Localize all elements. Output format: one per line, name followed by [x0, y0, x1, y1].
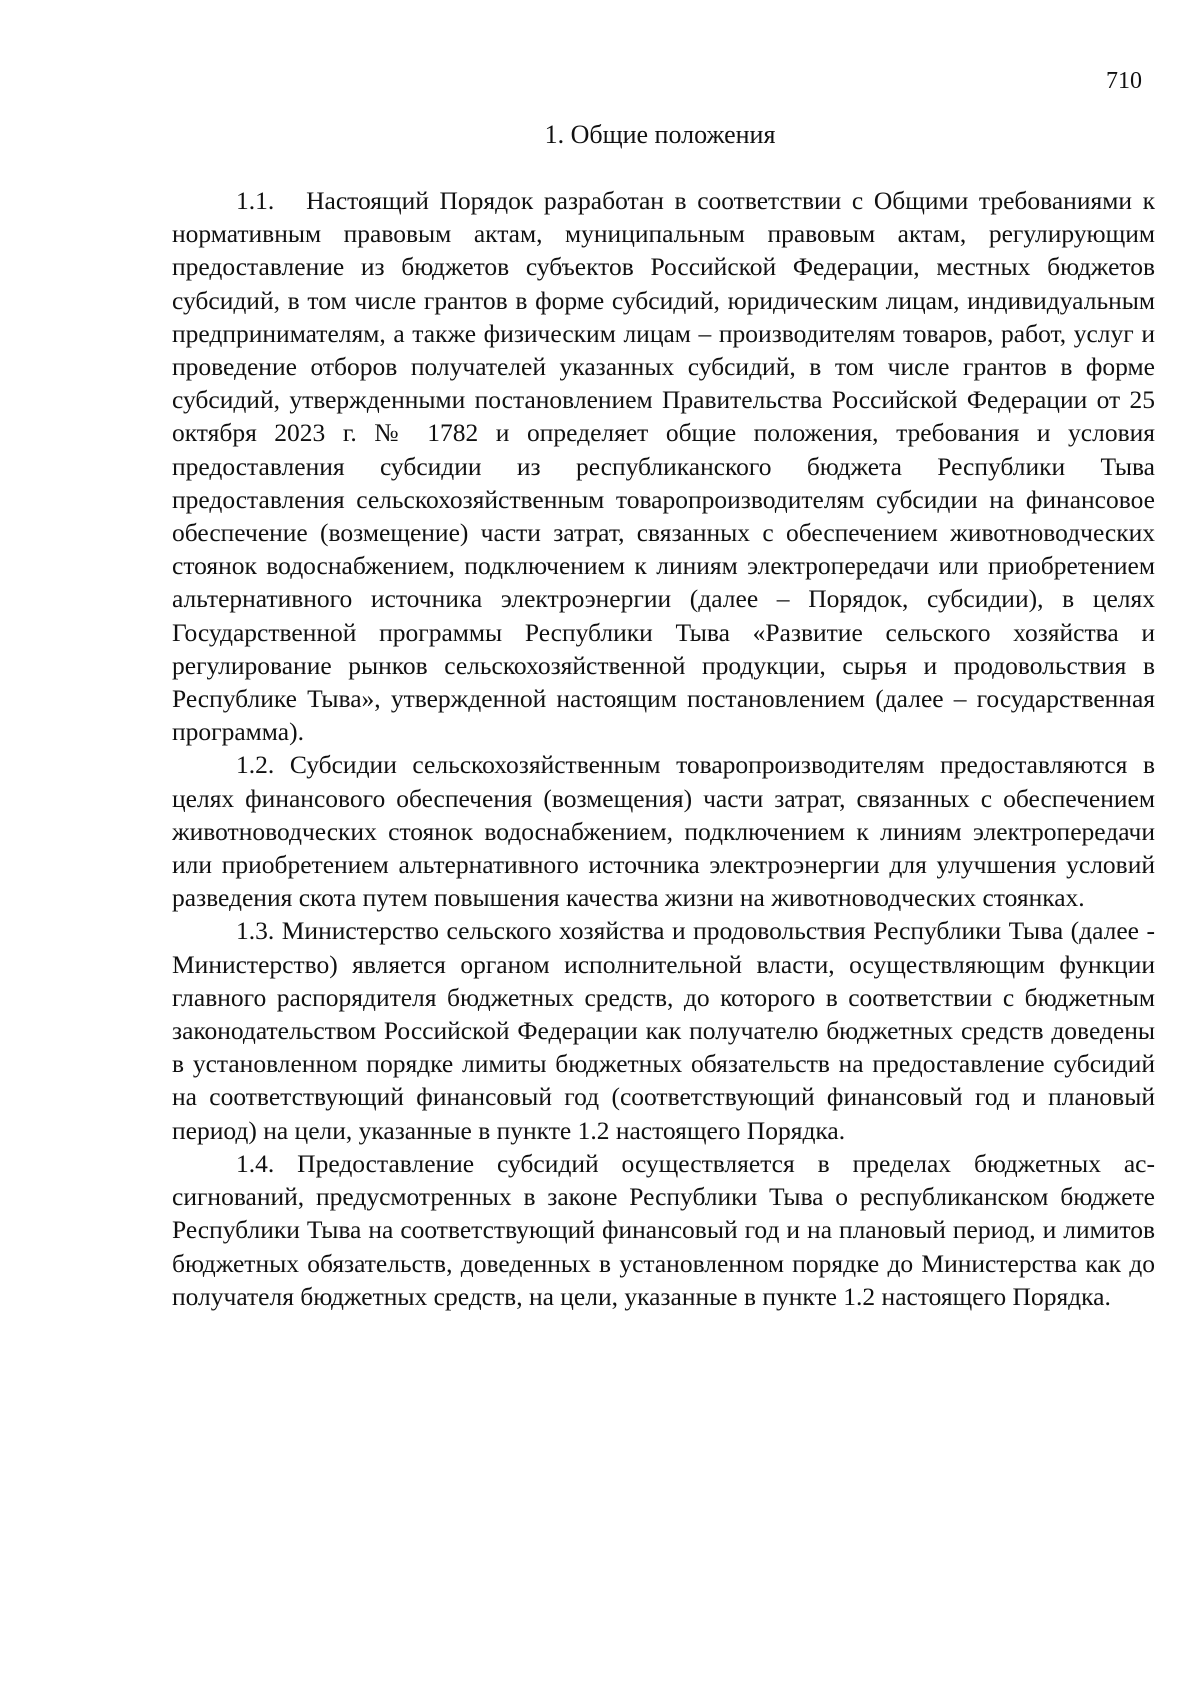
- paragraph-1-2: 1.2. Субсидии сельскохозяйственным товаропроизводителям предоставляются в целях финансового обеспечения (возмещения) части затрат, связанных с обеспечением животноводческих стоянок водоснабжением, подключением к линиям электропередачи или приобретением альтернативного источника электроэнергии для улучшения условий разведения скота путем повышения качества жизни на животноводческих стоянках.: [172, 750, 1155, 913]
- paragraph-1-3: 1.3. Министерство сельского хозяйства и продовольствия Республики Тыва (далее - Министерство) является органом исполнительной власти, осуществляющим функции главного распорядителя бюджетных средств, до которого в соответствии с бюджетным законодательством Российской Федерации как получателю бюджетных средств доведены в установленном порядке лимиты бюджетных обязательств на предоставление субсидий на соответствующий финансовый год (соответствующий финансовый год и плановый период) на цели, указанные в пункте 1.2 настоящего Порядка.: [172, 916, 1155, 1145]
- page-number: 710: [1106, 68, 1142, 94]
- paragraph-1-4: 1.4. Предоставление субсидий осуществляется в пределах бюджетных ассигнований, предусмотренных в законе Республики Тыва о республиканском бюджете Республики Тыва на соответствующий финансовый год и на плановый период, и лимитов бюджетных обязательств, доведенных в установленном порядке до Министерства как до получателя бюджетных средств, на цели, указанные в пункте 1.2 настоящего Порядка.: [172, 1148, 1155, 1311]
- section-title: 1. Общие положения: [544, 120, 776, 149]
- document-body: [172, 184, 1155, 1313]
- paragraph-1-1: 1.1. Настоящий Порядок разработан в соответствии с Общими требованиями к нормативным правовым актам, муниципальным правовым актам, регулирующим предоставление из бюджетов субъектов Российской Федерации, местных бюджетов субсидий, в том числе грантов в форме субсидий, юридическим лицам, индивидуальным предпринимателям, а также физическим лицам – производителям товаров, работ, услуг и проведение отборов получателей указанных субсидий, в том числе грантов в форме субсидий, утвержденными постановлением Правительства Российской Федерации от 25 октября 2023 г. № 1782 и определяет общие положения, требования и условия предоставления субсидии из республиканского бюджета Республики Тыва предоставления сельскохозяйственным товаропроизводителям субсидии на финансовое обеспечение (возмещение) части затрат, связанных с обеспечением животноводческих стоянок водоснабжением, подключением к линиям электропередачи или приобретением альтернативного источника электроэнергии (далее – Порядок, субсидии), в целях Государственной программы Республики Тыва «Развитие сельского хозяйства и регулирование рынков сельскохозяйственной продукции, сырья и продовольствия в Республике Тыва», утвержденной настоящим постановлением (далее – государственная программа).: [172, 186, 1155, 747]
